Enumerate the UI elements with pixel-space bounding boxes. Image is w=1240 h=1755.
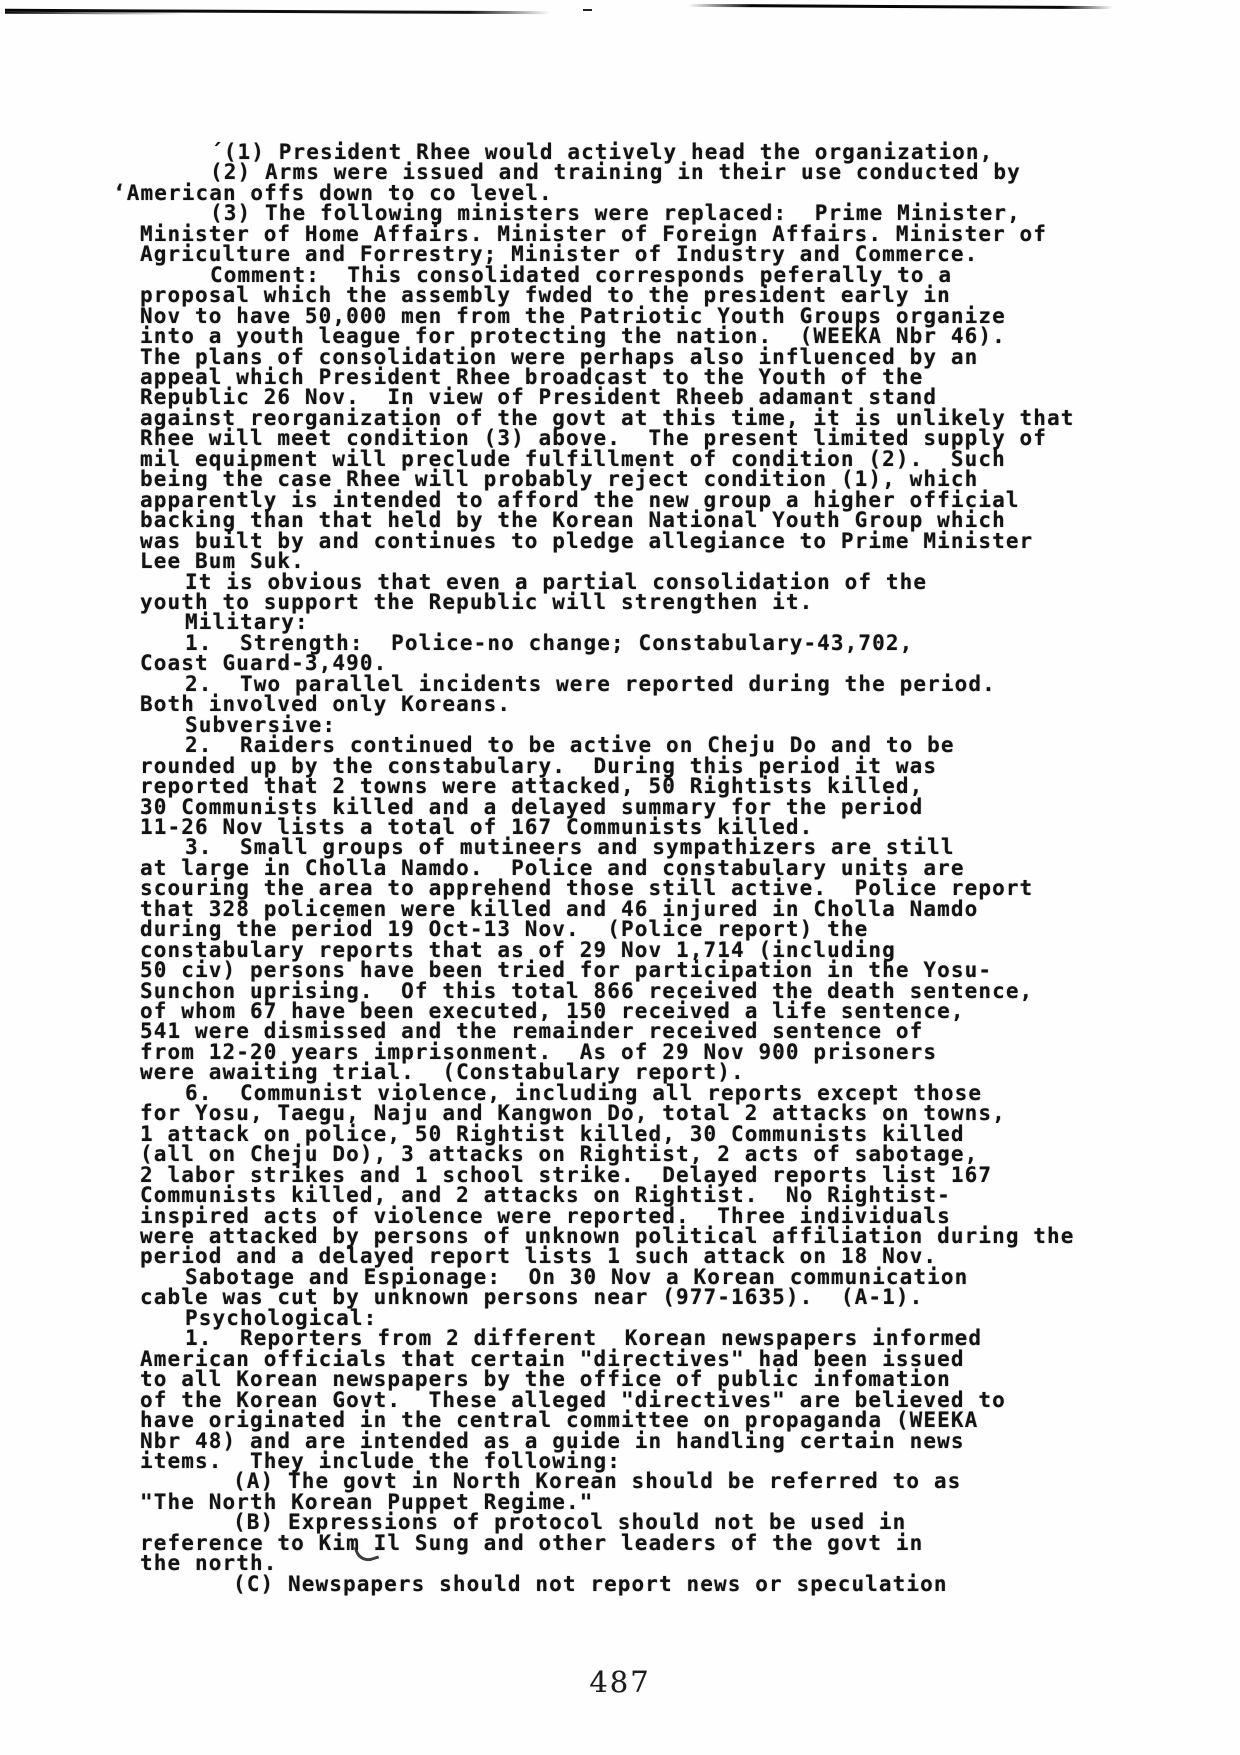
text-line: (A) The govt in North Korean should be referred to as [233,1469,962,1494]
text-line: 6. Communist violence, including all reports except those [185,1080,983,1105]
text-line: of the Korean Govt. These alleged "directives" are believed to [140,1387,1006,1412]
text-line: 2 labor strikes and 1 school strike. Delayed reports list 167 [140,1162,993,1187]
text-line: youth to support the Republic will strengthen it. [140,589,814,614]
text-line: items. They include the following: [140,1449,622,1473]
text-line: to all Korean newspapers by the office of public infomation [140,1367,951,1392]
text-line: (3) The following ministers were replaced: Prime Minister, [210,201,1021,226]
text-line: 541 were dismissed and the remainder received sentence of [140,1019,924,1044]
document-body [113,140,1150,1596]
text-line: were awaiting trial. (Constabulary report). [140,1060,745,1085]
text-line: cable was cut by unknown persons near (977-1635). (A-1). [140,1285,924,1310]
text-line: ´(1) President Rhee would actively head the organization, [210,140,994,164]
text-line: 3. Small groups of mutineers and sympathizers are still [185,835,955,860]
text-line: It is obvious that even a partial consolidation of the [185,569,928,594]
text-line: Lee Bum Suk. [140,549,305,574]
text-line: Minister of Home Affairs. Minister of Foreign Affairs. Minister of [140,221,1048,246]
text-line: Both involved only Koreans. [140,692,512,717]
text-line: Sunchon uprising. Of this total 866 received the death sentence, [140,978,1034,1003]
page-number: 487 [589,1665,651,1699]
text-line: 2. Raiders continued to be active on Cheju Do and to be [185,733,955,758]
text-line: 2. Two parallel incidents were reported during the period. [185,671,996,696]
text-line: Rhee will meet condition (3) above. The present limited supply of [140,426,1048,451]
text-line: American officials that certain "directives" had been issued [140,1346,965,1371]
text-line: constabulary reports that as of 29 Nov 1,714 (including [140,937,896,962]
text-line: ʻAmerican offs down to co level. [113,180,553,205]
text-line: 1 attack on police, 50 Rightist killed, 30 Communists killed [140,1121,965,1146]
text-line: Military: [185,610,309,635]
text-line: 1. Strength: Police-no change; Constabulary-43,702, [185,630,914,655]
text-line: that 328 policemen were killed and 46 injured in Cholla Namdo [140,896,979,921]
text-line: from 12-20 years imprisonment. As of 29 Nov 900 prisoners [140,1039,938,1064]
text-line: Agriculture and Forrestry; Minister of Industry and Commerce. [140,242,979,267]
text-line: against reorganization of the govt at this time, it is unlikely that [140,405,1075,430]
text-line: reference to Kim Il Sung and other leaders of the govt in [140,1530,924,1555]
text-line: 11-26 Nov lists a total of 167 Communists killed. [140,814,814,839]
text-line: (B) Expressions of protocol should not be used in [233,1510,907,1535]
text-line: rounded up by the constabulary. During this period it was [140,753,938,778]
text-line: 50 civ) persons have been tried for participation in the Yosu- [140,958,993,983]
text-line: have originated in the central committee on propaganda (WEEKA [140,1408,979,1433]
text-line: Communists killed, and 2 attacks on Rightist. No Rightist- [140,1183,951,1208]
text-line: were attacked by persons of unknown political affiliation during the [140,1224,1075,1249]
text-line: at large in Cholla Namdo. Police and constabulary units are [140,855,965,880]
scan-artifact-top-right [688,4,1113,9]
text-line: Psychological: [185,1305,378,1330]
text-line: appeal which President Rhee broadcast to the Youth of the [140,364,924,389]
text-line: scouring the area to apprehend those still active. Police report [140,876,1034,901]
scan-artifact-top-left [5,9,550,14]
text-line: mil equipment will preclude fulfillment of condition (2). Such [140,446,1006,471]
text-line: backing than that held by the Korean National Youth Group which [140,508,1006,533]
scan-speck-artifact [583,9,592,11]
text-line: (all on Cheju Do), 3 attacks on Rightist, 2 acts of sabotage, [140,1142,979,1167]
text-line: into a youth league for protecting the nation. (WEEKA Nbr 46). [140,324,1006,349]
text-line: for Yosu, Taegu, Naju and Kangwon Do, total 2 attacks on towns, [140,1101,1006,1126]
text-line: during the period 19 Oct-13 Nov. (Police report) the [140,917,869,942]
text-line: apparently is intended to afford the new group a higher official [140,487,1020,512]
text-line: being the case Rhee will probably reject condition (1), which [140,467,979,492]
text-line: Republic 26 Nov. In view of President Rheeb adamant stand [140,385,938,410]
text-line: Nbr 48) and are intended as a guide in handling certain news [140,1428,965,1453]
text-line: was built by and continues to pledge allegiance to Prime Minister [140,528,1034,553]
text-line: Sabotage and Espionage: On 30 Nov a Korean communication [185,1264,969,1289]
text-line: Nov to have 50,000 men from the Patriotic Youth Groups organize [140,303,1006,328]
text-line: (C) Newspapers should not report news or speculation [233,1571,948,1596]
text-line: The plans of consolidation were perhaps also influenced by an [140,344,979,369]
text-line: period and a delayed report lists 1 such attack on 18 Nov. [140,1244,938,1269]
text-line: proposal which the assembly fwded to the president early in [140,283,951,308]
text-line: Coast Guard-3,490. [140,651,388,676]
text-line: reported that 2 towns were attacked, 50 Rightists killed, [140,774,924,799]
text-line: inspired acts of violence were reported. Three individuals [140,1203,951,1228]
text-line: 30 Communists killed and a delayed summary for the period [140,794,924,819]
text-line: (2) Arms were issued and training in their use conducted by [210,160,1021,185]
text-line: 1. Reporters from 2 different Korean newspapers informed [185,1326,983,1351]
text-line: of whom 67 have been executed, 150 received a life sentence, [140,999,965,1024]
text-line: the north. [140,1551,278,1576]
text-line: "The North Korean Puppet Regime." [140,1489,594,1514]
text-line: Comment: This consolidated corresponds peferally to a [210,262,953,287]
text-line: Subversive: [185,712,337,737]
